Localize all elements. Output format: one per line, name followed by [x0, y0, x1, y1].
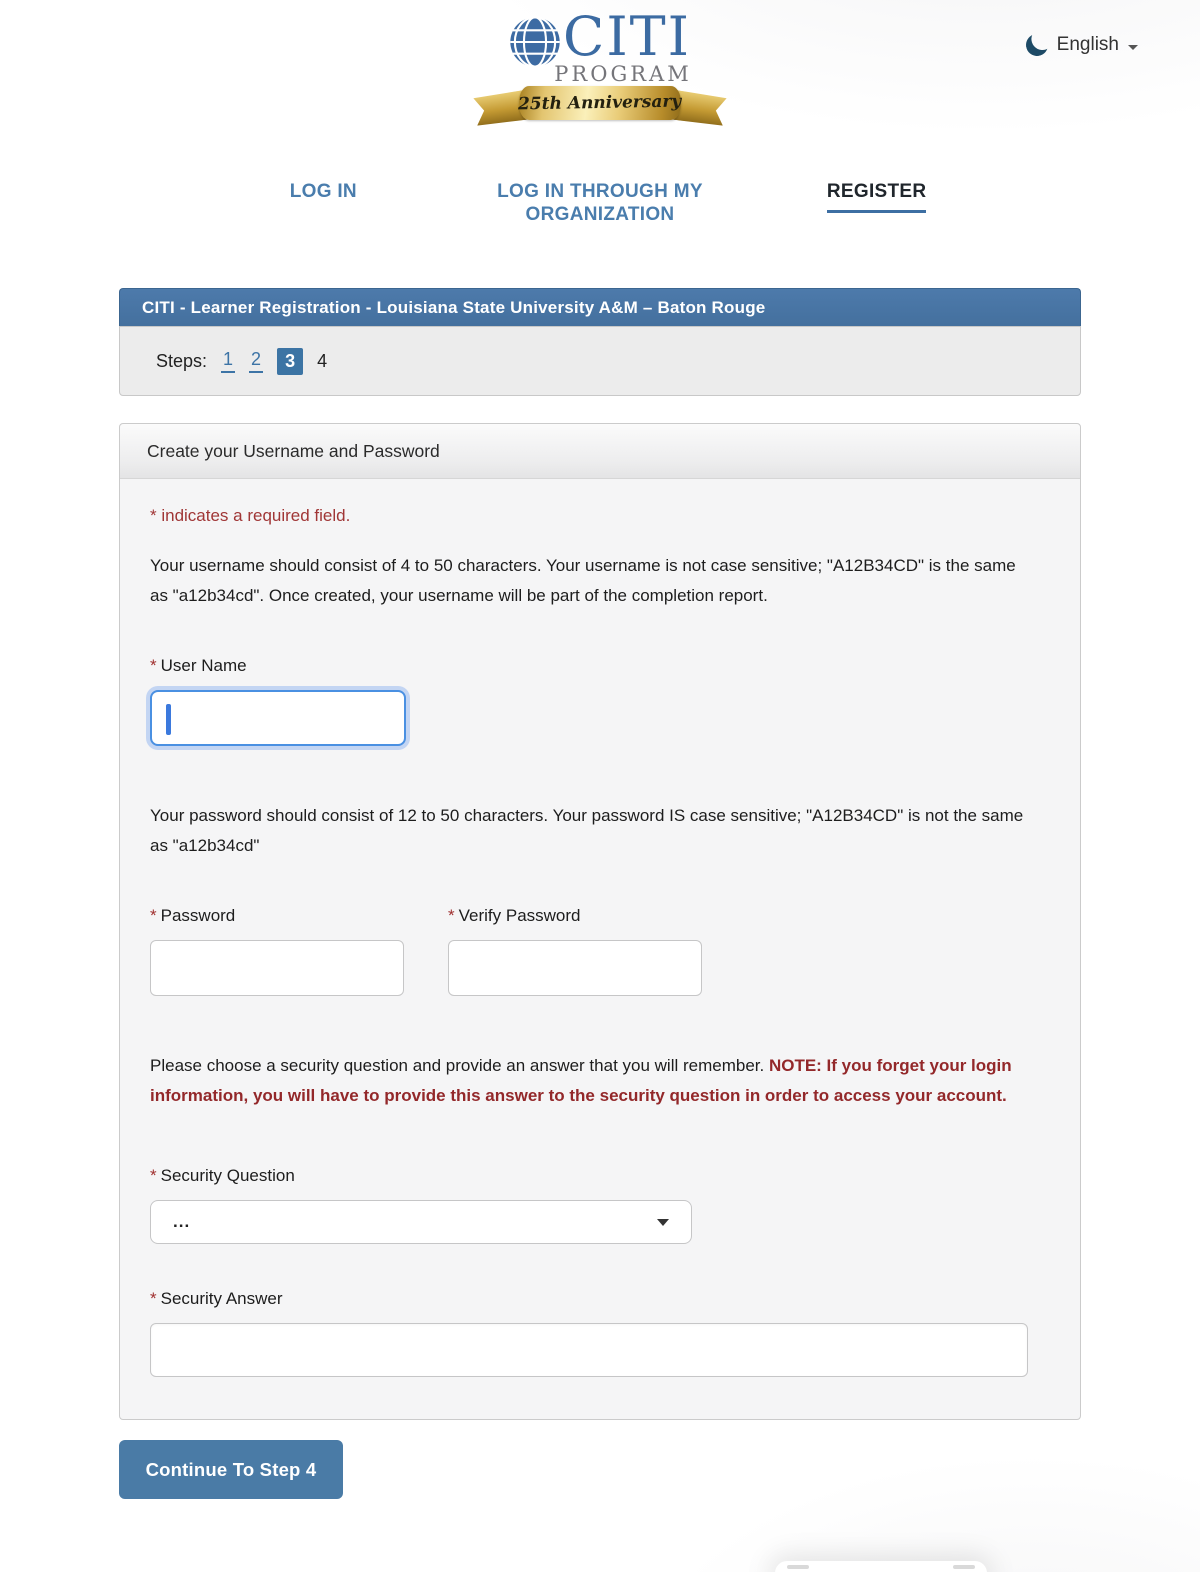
required-asterisk: *	[150, 1166, 157, 1186]
top-nav	[185, 180, 1015, 226]
password-help-text: Your password should consist of 12 to 50 characters. Your password IS case sensitive; "A12B34CD" is not the same as "a12b34cd"	[150, 806, 1024, 856]
required-asterisk: *	[150, 656, 157, 676]
step-3-current: 3	[277, 348, 303, 375]
password-input[interactable]	[150, 940, 404, 996]
citi-program-logo	[481, 5, 719, 126]
security-answer-input[interactable]	[150, 1323, 1028, 1377]
panel-title: Create your Username and Password	[147, 440, 440, 461]
required-asterisk: *	[448, 906, 455, 926]
logo-subtitle: PROGRAM	[554, 62, 692, 86]
widget-dash-right	[953, 1565, 975, 1569]
required-asterisk: *	[150, 906, 157, 926]
nav-login[interactable]: LOG IN	[289, 181, 357, 202]
language-selector[interactable]	[1026, 34, 1138, 56]
panel-header	[120, 424, 1080, 479]
verify-password-label: * Verify Password	[448, 906, 581, 926]
password-field-group	[150, 901, 404, 996]
create-credentials-panel	[119, 423, 1081, 1420]
security-question-selected-value: ...	[173, 1212, 191, 1232]
chevron-down-icon	[1128, 45, 1138, 50]
anniversary-ribbon	[481, 84, 719, 126]
security-help-note: NOTE: If you forget your login information, you will have to provide this answer to the security question in order to access your account.	[150, 1056, 1012, 1106]
logo-title: CITI	[563, 5, 691, 68]
security-answer-label: * Security Answer	[150, 1289, 283, 1309]
password-fields-row	[150, 901, 1030, 996]
nav-login-through-organization[interactable]: LOG IN THROUGH MY ORGANIZATION	[497, 181, 703, 226]
steps-indicator	[119, 326, 1081, 396]
bottom-widget-peek	[775, 1561, 987, 1572]
steps-label: Steps:	[156, 350, 208, 371]
security-help-normal: Please choose a security question and provide an answer that you will remember.	[150, 1056, 769, 1076]
verify-password-field-group	[448, 901, 702, 996]
registration-title: CITI - Learner Registration - Louisiana State University A&M – Baton Rouge	[142, 297, 766, 317]
widget-dash-left	[787, 1565, 809, 1569]
username-label: * User Name	[150, 656, 247, 676]
ribbon-label: 25th Anniversary	[518, 91, 682, 115]
globe-icon	[509, 16, 561, 68]
security-question-label: * Security Question	[150, 1166, 295, 1186]
required-field-note: * indicates a required field.	[150, 506, 351, 526]
username-help-text: Your username should consist of 4 to 50 characters. Your username is not case sensitive; "A12B34CD" is the same as "a12b34cd". Once created, your username will be part of the completion report.	[150, 556, 1016, 606]
registration-title-bar	[119, 288, 1081, 326]
step-2-link[interactable]: 2	[249, 349, 263, 373]
verify-password-input[interactable]	[448, 940, 702, 996]
ribbon-band	[519, 86, 681, 120]
step-1-link[interactable]: 1	[221, 349, 235, 373]
text-cursor	[166, 704, 171, 735]
nav-register[interactable]: REGISTER	[827, 180, 927, 213]
panel-body	[120, 479, 1080, 1419]
continue-to-step-4-button[interactable]: Continue To Step 4	[119, 1440, 343, 1499]
password-label: * Password	[150, 906, 236, 926]
step-4: 4	[317, 350, 328, 371]
select-caret-icon	[657, 1219, 669, 1226]
security-question-select[interactable]	[150, 1200, 692, 1244]
required-asterisk: *	[150, 1289, 157, 1309]
username-input[interactable]	[150, 690, 406, 746]
moon-icon	[1023, 31, 1051, 59]
header	[0, 0, 1200, 126]
security-question-help-text	[150, 1051, 1030, 1111]
language-label: English	[1056, 34, 1119, 55]
